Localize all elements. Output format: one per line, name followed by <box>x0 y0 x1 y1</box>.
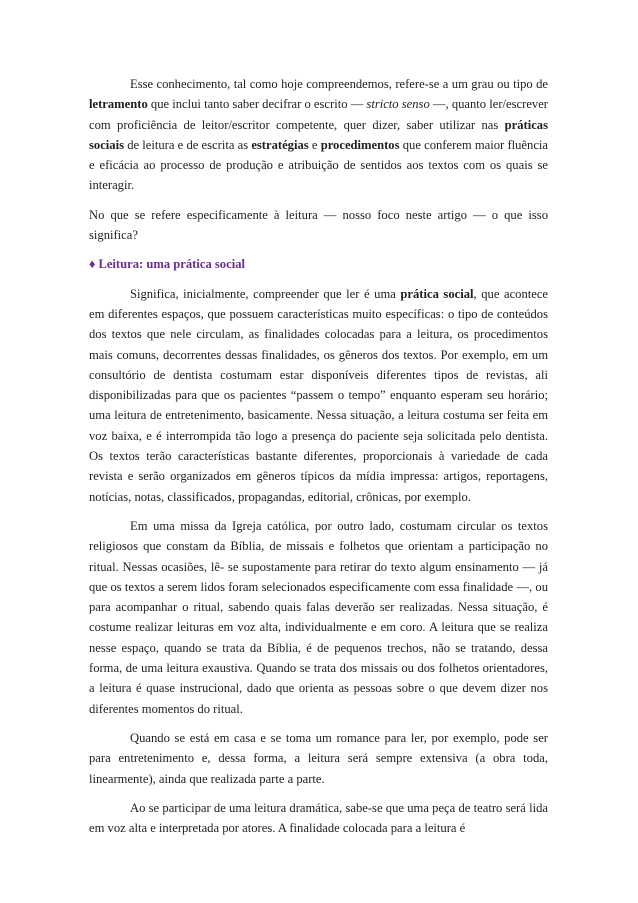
paragraph-missa: Em uma missa da Igreja católica, por outro lado, costumam circular os textos religiosos que constam da Bíblia, de missais e folhetos que orientam a participação no ritual. Nessas ocasiões, lê- se supostamente para retirar do texto algum ensinamento — já que os textos a serem lidos foram selecionados especificamente com essa finalidade —, ou para acompanhar o ritual, sabendo quais falas deverão ser realizadas. Nessa situação, é costume realizar leituras em voz alta, individualmente e em coro. A leitura que se realiza nesse espaço, quando se trata da Bíblia, é de pequenos trechos, não se tratando, dessa forma, de uma leitura exaustiva. Quando se trata dos missais ou dos folhetos orientadores, a leitura é quase instrucional, dado que orienta as pessoas sobre o que devem dizer nos diferentes momentos do ritual. <box>89 518 548 716</box>
paragraph-leitura-dramatica: Ao se participar de uma leitura dramática, sabe-se que uma peça de teatro será lida em voz alta e interpretada por atores. A finalidade colocada para a leitura é <box>89 800 548 836</box>
bold-term-letramento: letramento <box>89 97 148 112</box>
italic-term: stricto senso <box>366 97 430 112</box>
text-run: e <box>308 137 321 152</box>
diamond-bullet-icon: ♦ <box>89 257 96 272</box>
paragraph-letramento <box>89 74 548 196</box>
paragraph-pratica-social <box>89 284 548 507</box>
text-run: que conferem maior fluência e eficácia ao processo de produção e atribuição de sentidos aos textos com os quais se interagir. <box>89 137 548 193</box>
section-heading <box>89 254 548 274</box>
document-page <box>89 74 548 847</box>
paragraph-question: No que se refere especificamente à leitura — nosso foco neste artigo — o que isso significa? <box>89 207 548 243</box>
paragraph-romance: Quando se está em casa e se toma um romance para ler, por exemplo, pode ser para entretenimento e, dessa forma, a leitura será sempre extensiva (a obra toda, linearmente), ainda que realizada parte a parte. <box>89 730 548 786</box>
bold-term-procedimentos: procedimentos <box>320 137 400 152</box>
section-heading-text: Leitura: uma prática social <box>98 257 245 272</box>
text-run: que inclui tanto saber decifrar o escrito — <box>147 97 367 112</box>
text-run: Esse conhecimento, tal como hoje compreendemos, refere-se a um grau ou tipo de <box>130 77 548 91</box>
bold-term-pratica-social: prática social <box>400 286 474 301</box>
text-run: —, quanto ler/escrever com proficiência de leitor/escritor competente, quer dizer, saber utilizar nas <box>89 97 548 132</box>
bold-term-estrategias: estratégias <box>251 137 309 152</box>
text-run: , que acontece em diferentes espaços, que possuem características muito específicas: o tipo de conteúdos dos textos que nele circulam, as finalidades colocadas para a leitura, os procedimentos mais comuns, decorrentes dessas finalidades, os gêneros dos textos. Por exemplo, em um consultório de dentista costumam estar disponíveis diferentes tipos de revistas, ali disponibilizadas para que os pacientes “passem o tempo” enquanto esperam seu horário; uma leitura de entretenimento, basicamente. Nessa situação, a leitura costuma ser feita em voz baixa, e é interrompida tão logo a presença do paciente seja solicitada pelo dentista. Os textos terão características bastante diferentes, proporcionais à variedade de cada revista e serão organizados em gêneros típicos da mídia impressa: artigos, reportagens, notícias, notas, classificados, propagandas, editorial, crônicas, por exemplo. <box>89 286 549 504</box>
text-run: de leitura e de escrita as <box>123 137 252 152</box>
bold-term-praticas-sociais: práticas sociais <box>89 117 548 152</box>
text-run: Significa, inicialmente, compreender que ler é uma <box>130 286 401 301</box>
